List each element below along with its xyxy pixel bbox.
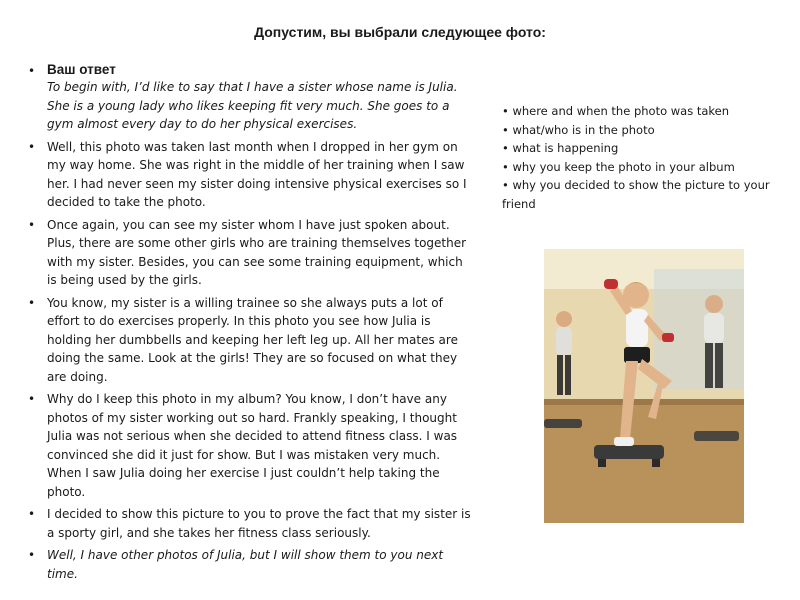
answer-paragraph: • I decided to show this picture to you to prove the fact that my sister is a sporty girl, and she takes her fitness class seriously. bbox=[24, 505, 476, 542]
answer-closing: • Well, I have other photos of Julia, but I will show them to you next time. bbox=[24, 546, 476, 583]
plan-list bbox=[502, 102, 774, 213]
answer-paragraph: • You know, my sister is a willing trainee so she always puts a lot of effort to do exercises properly. In this photo you see how Julia is holding her dumbbells and keeping her left leg up. All her mates are doing the same. Look at the girls! They are so focused on what they are doing. bbox=[24, 294, 476, 387]
fitness-photo-illustration bbox=[544, 249, 744, 523]
plan-item: • what/who is in the photo bbox=[502, 122, 655, 137]
answer-list bbox=[24, 62, 476, 583]
answer-intro-text: To begin with, I’d like to say that I have a sister whose name is Julia. She is a young lady who likes keeping fit very much. She goes to a gym almost every day to do her physical exercises. bbox=[47, 80, 458, 131]
fitness-class-photo bbox=[544, 249, 744, 523]
answer-section bbox=[24, 62, 476, 587]
plan-item: • what is happening bbox=[502, 141, 619, 155]
plan-item: • why you keep the photo in your album bbox=[502, 159, 735, 174]
slide-title: Допустим, вы выбрали следующее фото: bbox=[254, 24, 546, 40]
plan-item: • where and when the photo was taken bbox=[502, 104, 730, 118]
answer-heading: • Ваш ответ bbox=[47, 62, 116, 77]
answer-paragraph: • Why do I keep this photo in my album? You know, I don’t have any photos of my sister working out so hard. Frankly speaking, I thought Julia was not serious when she decided to attend fitness class. I was convinced she did it just for show. But I was mistaken very much. When I saw Julia doing her exercise I just couldn’t help taking the photo. bbox=[24, 390, 476, 501]
answer-paragraph: • Well, this photo was taken last month when I dropped in her gym on my way home. She was right in the middle of her training when I saw her. I had never seen my sister doing intensive physical exercises so I decided to take the photo. bbox=[24, 138, 476, 212]
answer-intro-item bbox=[24, 62, 476, 134]
plan-item: • why you decided to show the picture to your friend bbox=[502, 178, 770, 211]
answer-paragraph: • Once again, you can see my sister whom I have just spoken about. Plus, there are some other girls who are training themselves together with my sister. Besides, you can see some training equipment, which is being used by the girls. bbox=[24, 216, 476, 290]
